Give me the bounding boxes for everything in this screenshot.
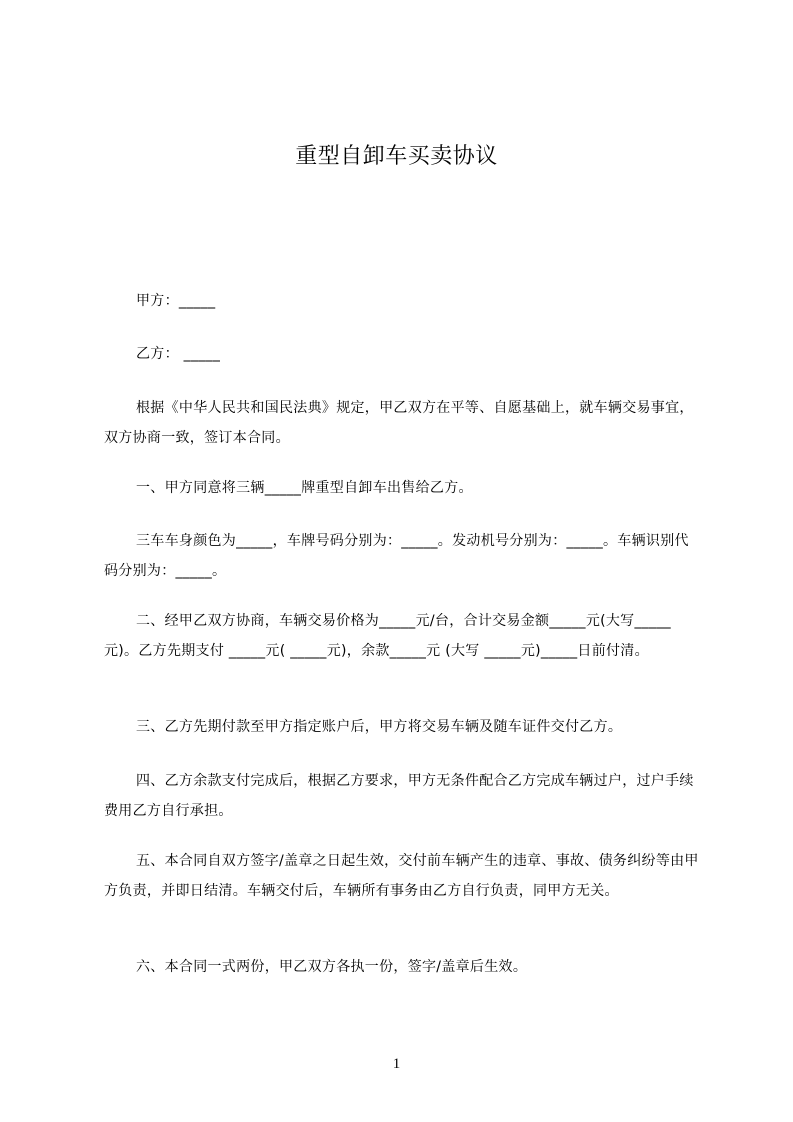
clause-4: 四、乙方余款支付完成后，根据乙方要求，甲方无条件配合乙方完成车辆过户，过户手续费用乙方自行承担。 — [104, 773, 694, 819]
page-number: 1 — [392, 1056, 401, 1072]
clause-3: 三、乙方先期付款至甲方指定账户后，甲方将交易车辆及随车证件交付乙方。 — [136, 719, 623, 735]
party-a-line: 甲方：_____ — [136, 293, 216, 309]
clause-5: 五、本合同自双方签字/盖章之日起生效，交付前车辆产生的违章、事故、债务纠纷等由甲方负责，并即日结清。车辆交付后，车辆所有事务由乙方自行负责，同甲方无关。 — [104, 853, 699, 899]
intro-paragraph: 根据《中华人民共和国民法典》规定，甲乙双方在平等、自愿基础上，就车辆交易事宜，双方协商一致，签订本合同。 — [104, 400, 694, 446]
clause-2: 二、经甲乙双方协商，车辆交易价格为_____元/台，合计交易金额_____元(大写_____元)。乙方先期支付 _____元( _____元)，余款_____元 (大写 _____元)_____日前付清。 — [104, 613, 671, 659]
clause-1: 一、甲方同意将三辆_____牌重型自卸车出售给乙方。 — [136, 480, 473, 496]
clause-6: 六、本合同一式两份，甲乙双方各执一份，签字/盖章后生效。 — [136, 959, 528, 975]
party-b-line: 乙方： _____ — [136, 346, 221, 362]
page-title: 重型自卸车买卖协议 — [295, 144, 498, 169]
clause-1-detail: 三车车身颜色为_____，车牌号码分别为：_____。发动机号分别为：_____。车辆识别代码分别为：_____。 — [104, 533, 689, 579]
